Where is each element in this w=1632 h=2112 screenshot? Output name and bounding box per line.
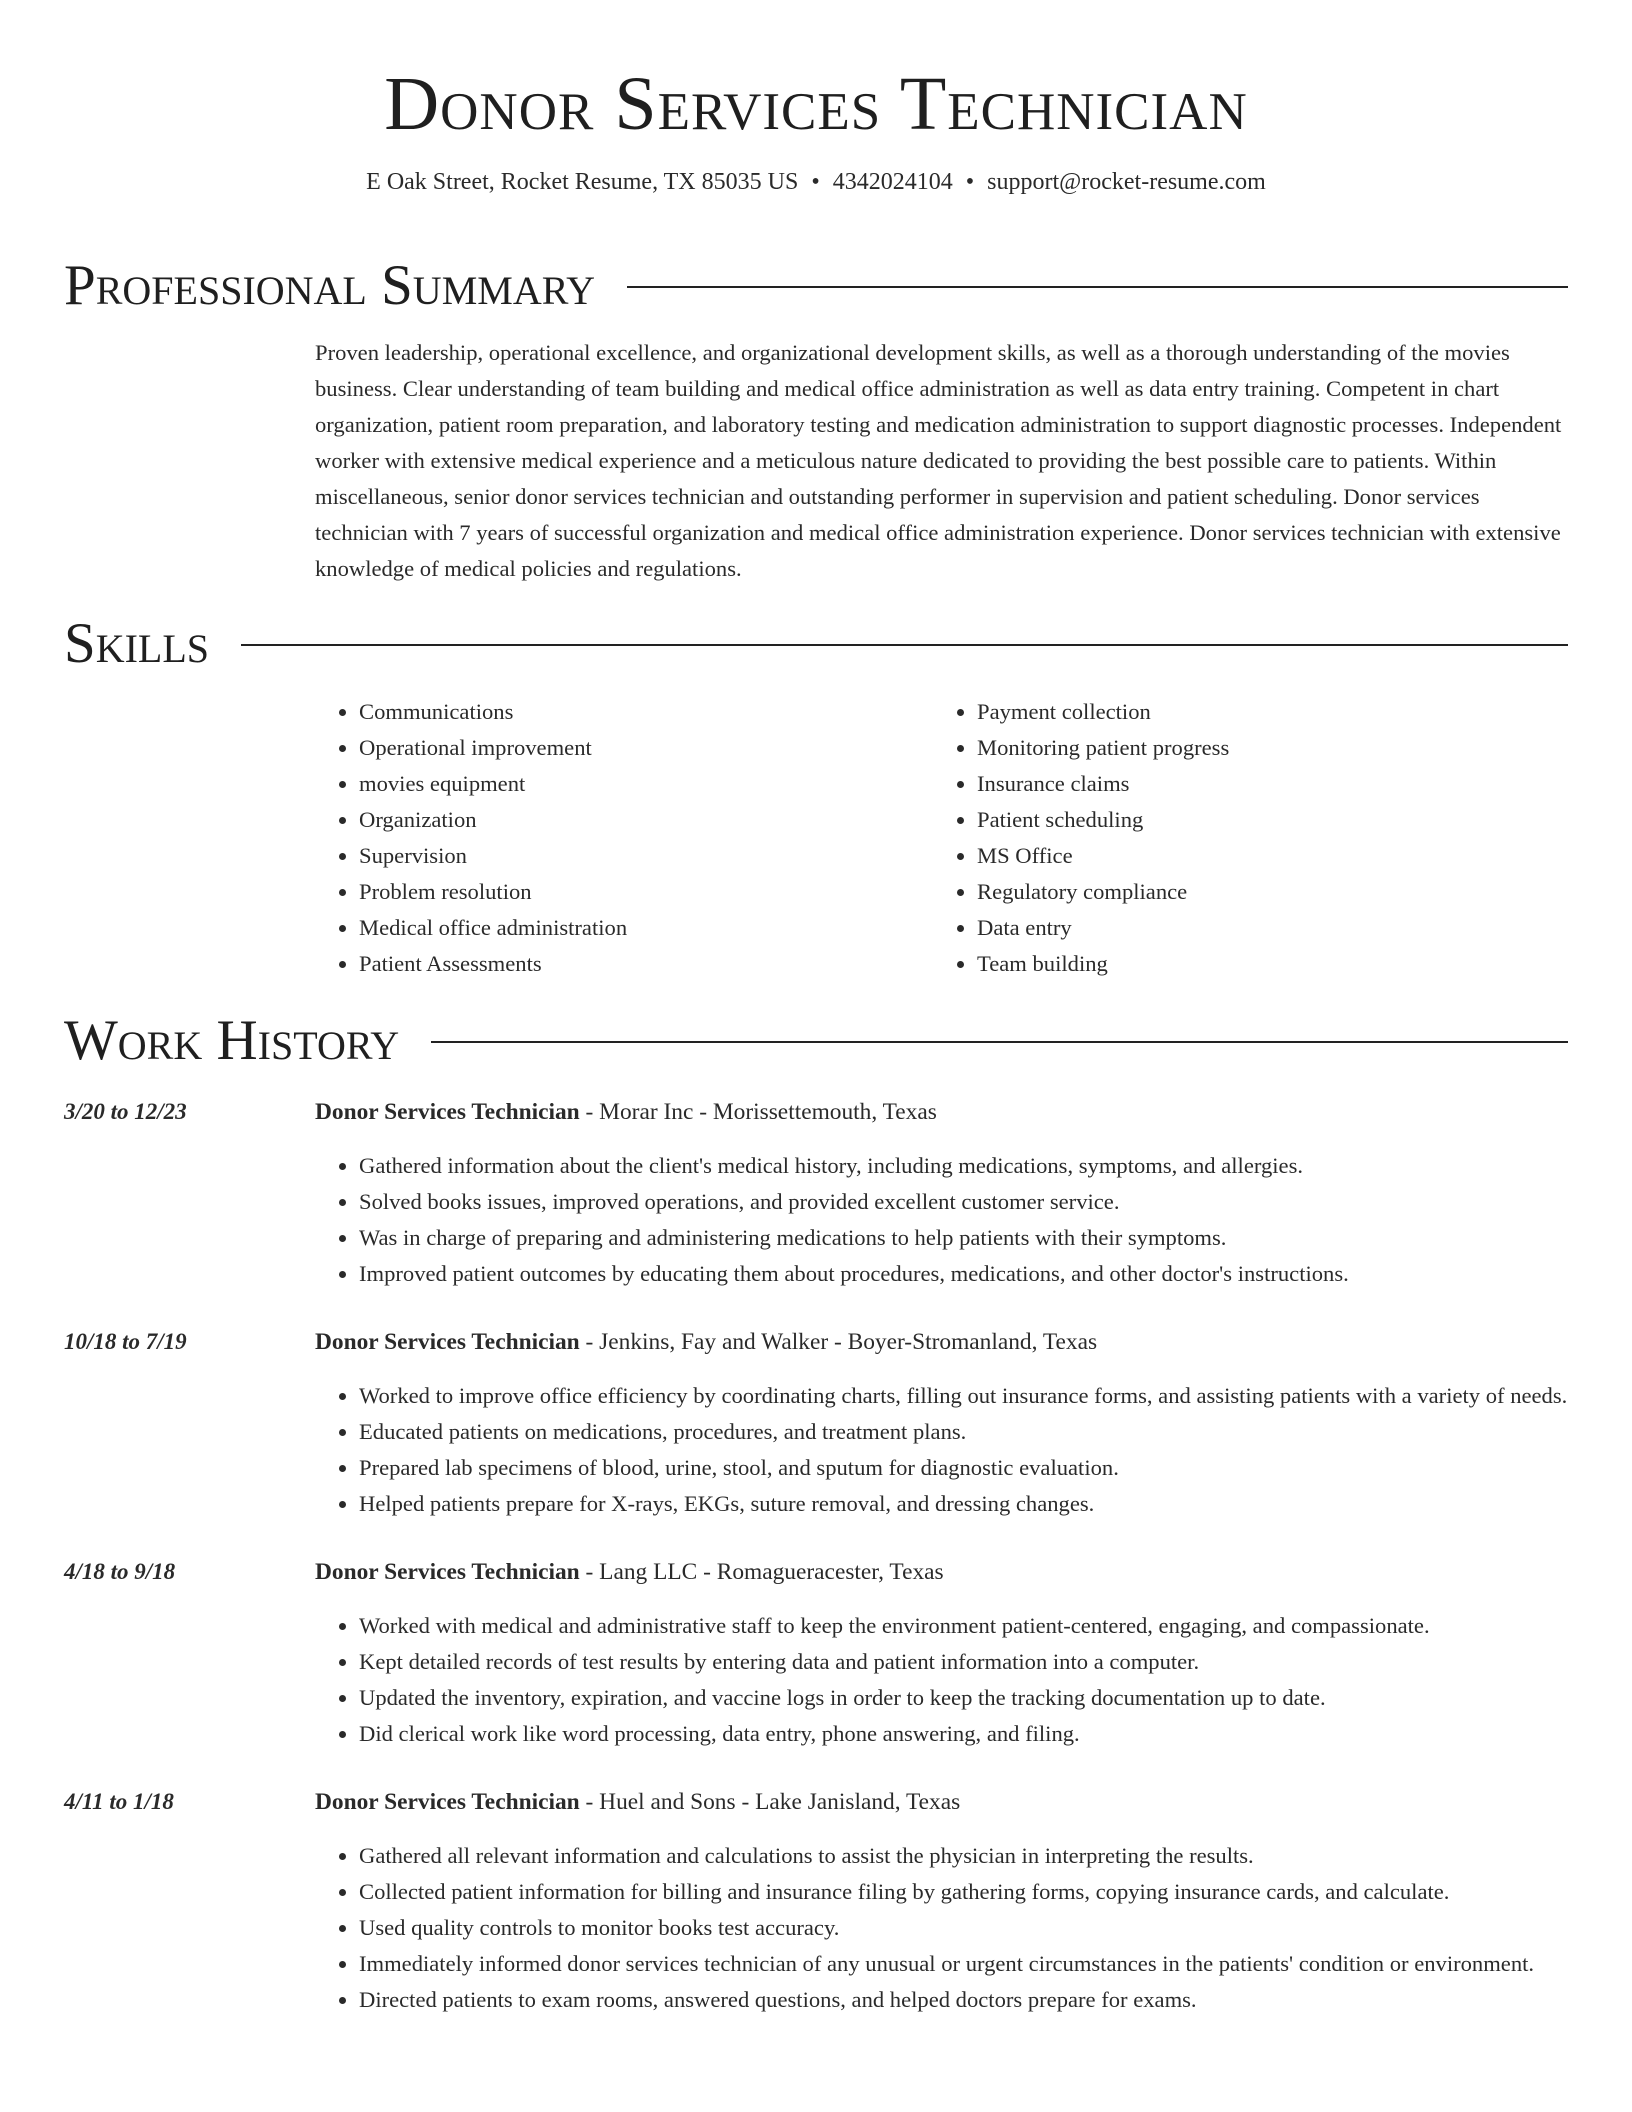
skill-item: • Data entry	[977, 910, 1551, 946]
skill-item: • Insurance claims	[977, 766, 1551, 802]
job-dates: 3/20 to 12/23	[64, 1099, 187, 1124]
summary-text: Proven leadership, operational excellence, and organizational development skills, as well as a thorough understanding of the movies business. Clear understanding of team building and medical office administration as well as data entry training. Competent in chart organization, patient room preparation, and laboratory testing and medication administration to support diagnostic processes. Independent worker with extensive medical experience and a meticulous nature dedicated to providing the best possible care to patients. Within miscellaneous, senior donor services technician and outstanding performer in supervision and patient scheduling. Donor services technician with 7 years of successful organization and medical office administration experience. Donor services technician with extensive knowledge of medical policies and regulations.	[315, 340, 1562, 581]
job-bullet: • Helped patients prepare for X-rays, EKGs, suture removal, and dressing changes.	[359, 1486, 1568, 1522]
skill-item: • Team building	[977, 946, 1551, 982]
job-heading	[315, 1554, 1568, 1590]
skill-item: • Organization	[359, 802, 933, 838]
skill-item: • Regulatory compliance	[977, 874, 1551, 910]
work-section-header	[64, 1009, 1568, 1073]
job-role: Donor Services Technician	[315, 1559, 580, 1585]
job-dates: 4/11 to 1/18	[64, 1789, 174, 1814]
job-role: Donor Services Technician	[315, 1329, 580, 1355]
summary-section-header	[64, 254, 1568, 318]
job-heading	[315, 1094, 1568, 1130]
job-bullet: • Gathered all relevant information and calculations to assist the physician in interpreting the results.	[359, 1838, 1568, 1874]
skill-item: • movies equipment	[359, 766, 933, 802]
resume-page	[64, 0, 1568, 2012]
job-role: Donor Services Technician	[315, 1099, 580, 1125]
job-bullet: • Educated patients on medications, procedures, and treatment plans.	[359, 1414, 1568, 1450]
job-bullets	[315, 1378, 1568, 1522]
job-bullet: • Worked with medical and administrative staff to keep the environment patient-centered, engaging, and compassionate.	[359, 1608, 1568, 1644]
skill-item: • Communications	[359, 694, 933, 730]
job-entry	[64, 1094, 1568, 1292]
job-bullets	[315, 1608, 1568, 1752]
job-company-location: - Lang LLC - Romagueracester, Texas	[579, 1559, 944, 1585]
work-section-title: Work History	[64, 1009, 400, 1072]
skill-item: • Patient scheduling	[977, 802, 1551, 838]
skills-column-left	[315, 694, 933, 982]
job-bullet: • Directed patients to exam rooms, answered questions, and helped doctors prepare for exams.	[359, 1982, 1568, 2018]
skills-list	[315, 694, 1568, 982]
job-dates: 4/18 to 9/18	[64, 1559, 176, 1584]
section-divider	[431, 1041, 1568, 1043]
job-bullet: • Collected patient information for billing and insurance filing by gathering forms, copying insurance cards, and calculate.	[359, 1874, 1568, 1910]
contact-line	[64, 166, 1568, 198]
skill-item: • Supervision	[359, 838, 933, 874]
job-bullet: • Worked to improve office efficiency by coordinating charts, filling out insurance forms, and assisting patients with a variety of needs.	[359, 1378, 1568, 1414]
skill-item: • MS Office	[977, 838, 1551, 874]
job-entry	[64, 1324, 1568, 1522]
skill-item: • Problem resolution	[359, 874, 933, 910]
candidate-name: Donor Services Technician	[384, 62, 1248, 146]
skill-item: • Patient Assessments	[359, 946, 933, 982]
contact-email: support@rocket-resume.com	[987, 169, 1266, 195]
job-company-location: - Morar Inc - Morissettemouth, Texas	[579, 1099, 937, 1125]
skills-section-header	[64, 612, 1568, 676]
skill-item: • Medical office administration	[359, 910, 933, 946]
skill-item: • Operational improvement	[359, 730, 933, 766]
job-bullet: • Gathered information about the client's medical history, including medications, symptoms, and allergies.	[359, 1148, 1568, 1184]
job-dates: 10/18 to 7/19	[64, 1329, 187, 1354]
skills-section-title: Skills	[64, 612, 210, 675]
contact-address: E Oak Street, Rocket Resume, TX 85035 US	[366, 169, 799, 195]
job-bullets	[315, 1838, 1568, 2018]
job-role: Donor Services Technician	[315, 1789, 580, 1815]
job-bullet: • Improved patient outcomes by educating them about procedures, medications, and other doctor's instructions.	[359, 1256, 1568, 1292]
job-bullet: • Solved books issues, improved operations, and provided excellent customer service.	[359, 1184, 1568, 1220]
job-bullet: • Updated the inventory, expiration, and vaccine logs in order to keep the tracking documentation up to date.	[359, 1680, 1568, 1716]
job-bullet: • Did clerical work like word processing, data entry, phone answering, and filing.	[359, 1716, 1568, 1752]
work-history-list	[64, 1094, 1568, 2050]
job-heading	[315, 1324, 1568, 1360]
skill-item: • Monitoring patient progress	[977, 730, 1551, 766]
job-entry	[64, 1554, 1568, 1752]
job-bullet: • Used quality controls to monitor books test accuracy.	[359, 1910, 1568, 1946]
contact-phone: 4342024104	[832, 169, 953, 195]
contact-separator: •	[811, 169, 820, 195]
job-company-location: - Jenkins, Fay and Walker - Boyer-Stromanland, Texas	[579, 1329, 1098, 1355]
section-divider	[627, 286, 1568, 288]
summary-section-title: Professional Summary	[64, 254, 596, 317]
job-bullet: • Prepared lab specimens of blood, urine, stool, and sputum for diagnostic evaluation.	[359, 1450, 1568, 1486]
job-bullet: • Was in charge of preparing and administering medications to help patients with their symptoms.	[359, 1220, 1568, 1256]
job-company-location: - Huel and Sons - Lake Janisland, Texas	[579, 1789, 961, 1815]
job-heading	[315, 1784, 1568, 1820]
job-entry	[64, 1784, 1568, 2018]
skill-item: • Payment collection	[977, 694, 1551, 730]
job-bullet: • Immediately informed donor services technician of any unusual or urgent circumstances in the patients' condition or environment.	[359, 1946, 1568, 1982]
contact-separator: •	[965, 169, 975, 195]
job-bullets	[315, 1148, 1568, 1292]
skills-column-right	[933, 694, 1551, 982]
section-divider	[241, 644, 1568, 646]
job-bullet: • Kept detailed records of test results by entering data and patient information into a computer.	[359, 1644, 1568, 1680]
